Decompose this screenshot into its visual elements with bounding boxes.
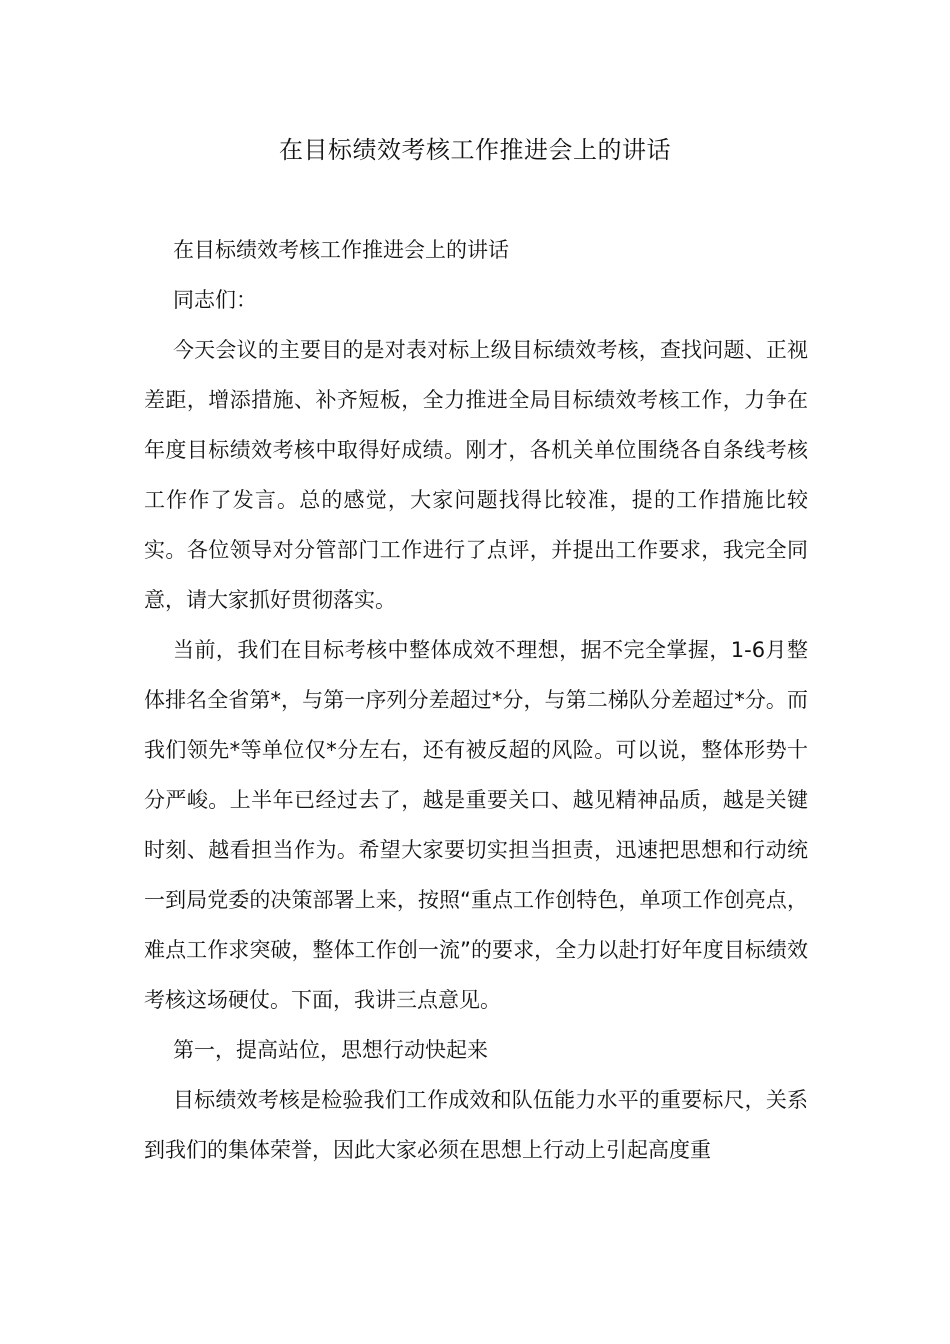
paragraph-current-situation: 当前，我们在目标考核中整体成效不理想，据不完全掌握，1-6月整体排名全省第*，与第一序列分差超过*分，与第二梯队分差超过*分。而我们领先*等单位仅*分左右，还有被反超的风险。可以说，整体形势十分严峻。上半年已经过去了，越是重要关口、越见精神品质，越是关键时刻、越看担当作为。希望大家要切实担当担责，迅速把思想和行动统一到局党委的决策部署上来，按照“重点工作创特色，单项工作创亮点，难点工作求突破，整体工作创一流”的要求，全力以赴打好年度目标绩效考核这场硬仗。下面，我讲三点意见。 [144, 638, 808, 1012]
paragraph-meeting-purpose: 今天会议的主要目的是对表对标上级目标绩效考核，查找问题、正视差距，增添措施、补齐短板，全力推进全局目标绩效考核工作，力争在年度目标绩效考核中取得好成绩。刚才，各机关单位围绕各自条线考核工作作了发言。总的感觉，大家问题找得比较准，提的工作措施比较实。各位领导对分管部门工作进行了点评，并提出工作要求，我完全同意，请大家抓好贯彻落实。 [144, 338, 808, 612]
paragraph-section-heading-1: 第一，提高站位，思想行动快起来 [173, 1038, 488, 1062]
document-title: 在目标绩效考核工作推进会上的讲话 [279, 136, 671, 164]
paragraph-section-1-body: 目标绩效考核是检验我们工作成效和队伍能力水平的重要标尺，关系到我们的集体荣誉，因此大家必须在思想上行动上引起高度重 [144, 1088, 808, 1162]
paragraph-salutation: 同志们： [173, 288, 257, 312]
paragraph-subtitle: 在目标绩效考核工作推进会上的讲话 [173, 238, 509, 262]
document-body [144, 225, 808, 1175]
